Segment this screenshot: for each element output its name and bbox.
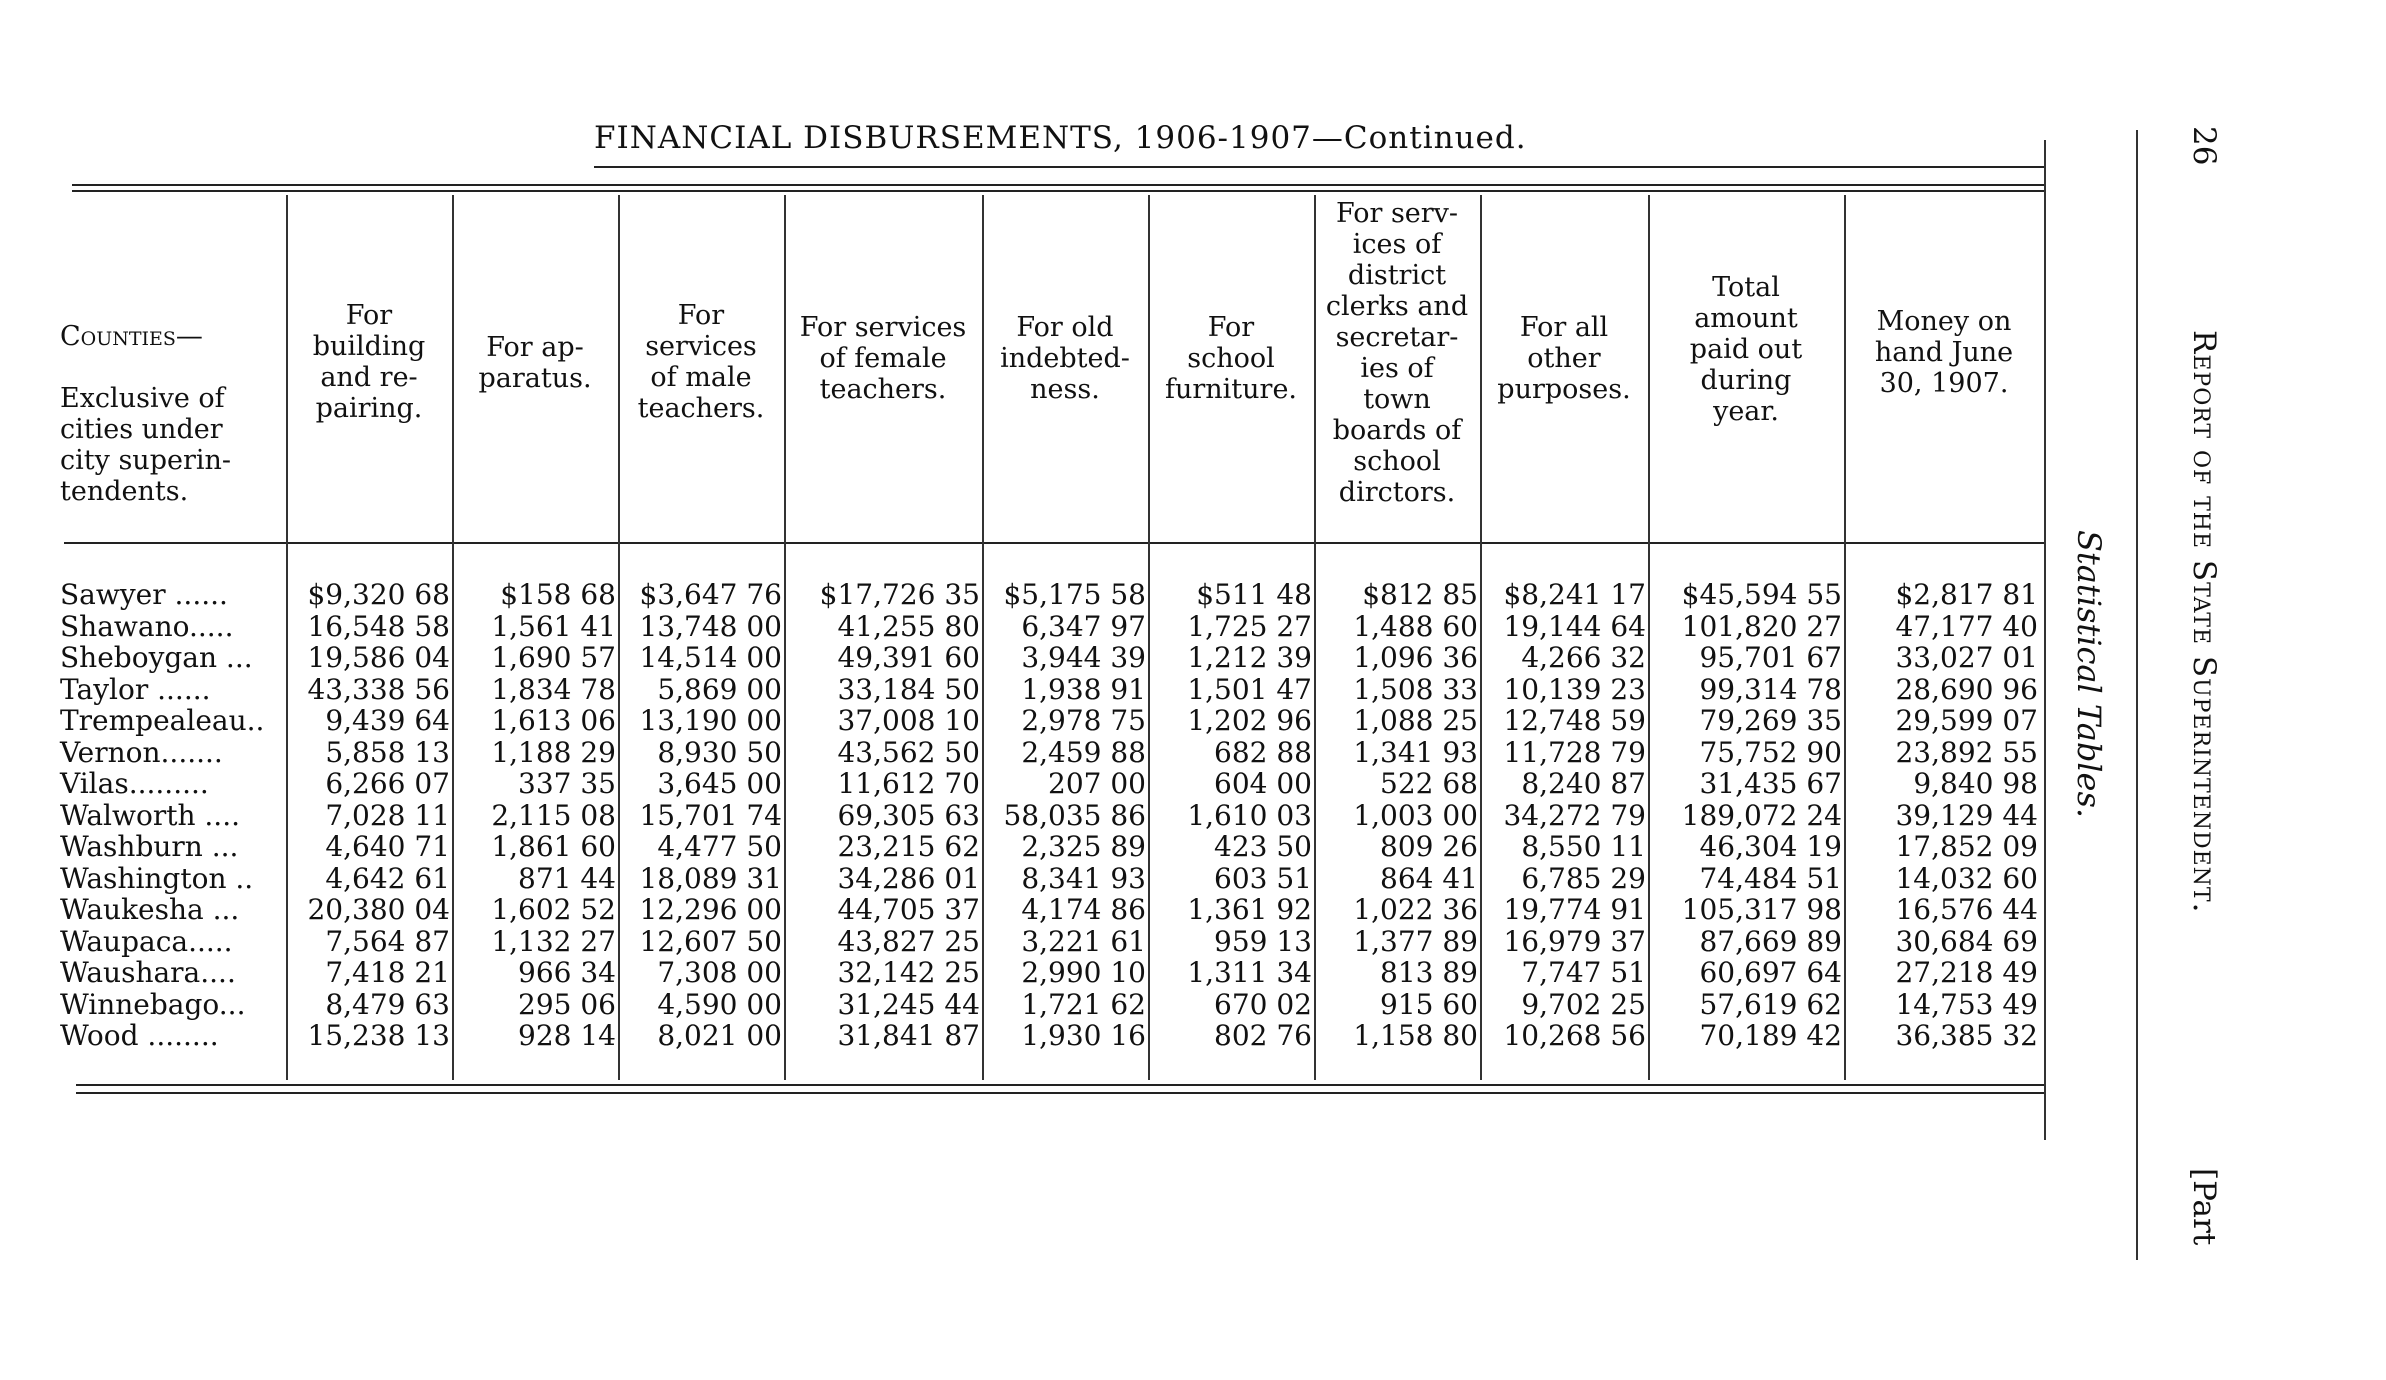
cell-old-debt: $5,175 58 — [1003, 578, 1146, 611]
cell-clerks: 813 89 — [1380, 956, 1478, 989]
cell-total: 70,189 42 — [1699, 1019, 1842, 1052]
cell-other: 10,139 23 — [1503, 672, 1646, 706]
cell-total: 87,669 89 — [1699, 924, 1842, 958]
cell-apparatus: 1,690 57 — [491, 641, 616, 674]
cell-apparatus: 1,834 78 — [491, 672, 616, 706]
county-name: Winnebago... — [60, 987, 246, 1021]
cell-apparatus: 1,132 27 — [491, 924, 616, 958]
county-name: Trempealeau.. — [60, 704, 265, 737]
cell-clerks: $812 85 — [1362, 578, 1478, 611]
cell-other: 7,747 51 — [1521, 956, 1646, 989]
section-label: Statistical Tables. — [2070, 530, 2108, 819]
header-total-paid: Total amount paid out during year. — [1689, 272, 1803, 427]
cell-old-debt: 2,325 89 — [1021, 830, 1146, 863]
cell-old-debt: 4,174 86 — [1021, 893, 1146, 926]
cell-furniture: 423 50 — [1214, 830, 1312, 863]
cell-furniture: 1,361 92 — [1187, 893, 1312, 926]
cell-female: 44,705 37 — [837, 893, 980, 926]
header-counties-lead: Counties— — [60, 321, 203, 352]
cell-female: $17,726 35 — [819, 578, 980, 611]
cell-female: 43,827 25 — [837, 924, 980, 958]
cell-other: 8,240 87 — [1521, 767, 1646, 800]
cell-male: 7,308 00 — [657, 956, 782, 989]
county-name: Wood ........ — [60, 1019, 219, 1052]
cell-apparatus: 337 35 — [518, 767, 616, 800]
cell-other: 6,785 29 — [1521, 861, 1646, 895]
part-mark: [Part — [2186, 1168, 2222, 1246]
cell-male: 3,645 00 — [657, 767, 782, 800]
header-school-furniture: For school furniture. — [1164, 312, 1298, 405]
cell-furniture: 1,610 03 — [1187, 798, 1312, 832]
county-name: Shawano..... — [60, 609, 234, 643]
cell-male: $3,647 76 — [639, 578, 782, 611]
county-name: Washburn ... — [60, 830, 239, 863]
cell-building: 7,028 11 — [325, 798, 450, 832]
cell-building: 8,479 63 — [325, 987, 450, 1021]
cell-male: 5,869 00 — [657, 672, 782, 706]
cell-furniture: $511 48 — [1196, 578, 1312, 611]
cell-other: 9,702 25 — [1521, 987, 1646, 1021]
cell-furniture: 604 00 — [1214, 767, 1312, 800]
header-female-teachers: For services of female teachers. — [799, 312, 967, 405]
cell-old-debt: 1,938 91 — [1021, 672, 1146, 706]
county-name: Waushara.... — [60, 956, 236, 989]
cell-building: 5,858 13 — [325, 735, 450, 769]
county-name: Washington .. — [60, 861, 254, 895]
cell-other: 8,550 11 — [1521, 830, 1646, 863]
cell-building: 43,338 56 — [307, 672, 450, 706]
running-head: Report of the State Superintendent. — [2186, 330, 2222, 914]
cell-total: $45,594 55 — [1681, 578, 1842, 611]
cell-male: 15,701 74 — [639, 798, 782, 832]
cell-furniture: 959 13 — [1214, 924, 1312, 958]
cell-building: 9,439 64 — [325, 704, 450, 737]
cell-old-debt: 6,347 97 — [1021, 609, 1146, 643]
cell-on-hand: 30,684 69 — [1895, 924, 2038, 958]
header-building: For building and re- pairing. — [312, 300, 426, 424]
cell-furniture: 802 76 — [1214, 1019, 1312, 1052]
cell-apparatus: 1,861 60 — [491, 830, 616, 863]
cell-clerks: 1,088 25 — [1353, 704, 1478, 737]
cell-female: 33,184 50 — [837, 672, 980, 706]
cell-male: 12,296 00 — [639, 893, 782, 926]
cell-total: 105,317 98 — [1681, 893, 1842, 926]
cell-building: 20,380 04 — [307, 893, 450, 926]
county-name: Waupaca..... — [60, 924, 233, 958]
cell-on-hand: 17,852 09 — [1895, 830, 2038, 863]
cell-furniture: 603 51 — [1214, 861, 1312, 895]
cell-other: 10,268 56 — [1503, 1019, 1646, 1052]
cell-other: 19,774 91 — [1503, 893, 1646, 926]
cell-apparatus: 1,613 06 — [491, 704, 616, 737]
cell-apparatus: 928 14 — [518, 1019, 616, 1052]
county-name: Taylor ...... — [60, 672, 211, 706]
cell-male: 8,930 50 — [657, 735, 782, 769]
cell-on-hand: 14,753 49 — [1895, 987, 2038, 1021]
cell-total: 189,072 24 — [1681, 798, 1842, 832]
cell-female: 49,391 60 — [837, 641, 980, 674]
cell-total: 75,752 90 — [1699, 735, 1842, 769]
margin-rule — [2136, 130, 2138, 1260]
cell-building: 16,548 58 — [307, 609, 450, 643]
cell-old-debt: 1,930 16 — [1021, 1019, 1146, 1052]
cell-clerks: 1,341 93 — [1353, 735, 1478, 769]
cell-building: 19,586 04 — [307, 641, 450, 674]
header-clerks-secretaries: For serv- ices of district clerks and secretar- ies of town boards of school dirctors. — [1325, 198, 1469, 508]
top-rule-2 — [72, 190, 2044, 192]
bottom-rule — [76, 1084, 2046, 1086]
cell-clerks: 915 60 — [1380, 987, 1478, 1021]
cell-female: 43,562 50 — [837, 735, 980, 769]
cell-clerks: 1,003 00 — [1353, 798, 1478, 832]
cell-apparatus: 966 34 — [518, 956, 616, 989]
cell-on-hand: 39,129 44 — [1895, 798, 2038, 832]
page-title: FINANCIAL DISBURSEMENTS, 1906-1907—Continued. — [594, 120, 1527, 156]
cell-old-debt: 58,035 86 — [1003, 798, 1146, 832]
cell-on-hand: 14,032 60 — [1895, 861, 2038, 895]
cell-male: 8,021 00 — [657, 1019, 782, 1052]
cell-clerks: 1,022 36 — [1353, 893, 1478, 926]
cell-on-hand: 33,027 01 — [1895, 641, 2038, 674]
cell-female: 31,245 44 — [837, 987, 980, 1021]
cell-on-hand: 28,690 96 — [1895, 672, 2038, 706]
cell-female: 37,008 10 — [837, 704, 980, 737]
cell-female: 11,612 70 — [837, 767, 980, 800]
county-name: Vilas......... — [60, 767, 209, 800]
cell-old-debt: 3,221 61 — [1021, 924, 1146, 958]
cell-furniture: 1,725 27 — [1187, 609, 1312, 643]
cell-other: $8,241 17 — [1503, 578, 1646, 611]
header-male-teachers: For services of male teachers. — [637, 300, 765, 424]
cell-old-debt: 2,990 10 — [1021, 956, 1146, 989]
page-number: 26 — [2186, 126, 2222, 166]
cell-male: 14,514 00 — [639, 641, 782, 674]
cell-male: 13,748 00 — [639, 609, 782, 643]
top-rule — [72, 184, 2044, 186]
cell-total: 57,619 62 — [1699, 987, 1842, 1021]
cell-clerks: 809 26 — [1380, 830, 1478, 863]
cell-clerks: 1,377 89 — [1353, 924, 1478, 958]
cell-building: 6,266 07 — [325, 767, 450, 800]
county-name: Sheboygan ... — [60, 641, 253, 674]
cell-other: 12,748 59 — [1503, 704, 1646, 737]
cell-apparatus: $158 68 — [500, 578, 616, 611]
cell-furniture: 682 88 — [1214, 735, 1312, 769]
county-name: Waukesha ... — [60, 893, 240, 926]
cell-on-hand: 23,892 55 — [1895, 735, 2038, 769]
cell-total: 31,435 67 — [1699, 767, 1842, 800]
cell-male: 12,607 50 — [639, 924, 782, 958]
cell-other: 4,266 32 — [1521, 641, 1646, 674]
cell-total: 99,314 78 — [1699, 672, 1842, 706]
header-money-on-hand: Money on hand June 30, 1907. — [1874, 306, 2014, 399]
cell-female: 31,841 87 — [837, 1019, 980, 1052]
cell-on-hand: 16,576 44 — [1895, 893, 2038, 926]
cell-old-debt: 2,978 75 — [1021, 704, 1146, 737]
cell-other: 34,272 79 — [1503, 798, 1646, 832]
cell-clerks: 864 41 — [1380, 861, 1478, 895]
cell-total: 101,820 27 — [1681, 609, 1842, 643]
header-old-indebtedness: For old indebted- ness. — [1000, 312, 1130, 405]
cell-on-hand: $2,817 81 — [1895, 578, 2038, 611]
cell-apparatus: 295 06 — [518, 987, 616, 1021]
cell-on-hand: 27,218 49 — [1895, 956, 2038, 989]
cell-building: 4,642 61 — [325, 861, 450, 895]
cell-other: 19,144 64 — [1503, 609, 1646, 643]
cell-on-hand: 29,599 07 — [1895, 704, 2038, 737]
cell-female: 69,305 63 — [837, 798, 980, 832]
cell-furniture: 1,202 96 — [1187, 704, 1312, 737]
header-counties — [60, 290, 280, 507]
cell-apparatus: 871 44 — [518, 861, 616, 895]
cell-on-hand: 47,177 40 — [1895, 609, 2038, 643]
cell-building: 7,564 87 — [325, 924, 450, 958]
cell-female: 41,255 80 — [837, 609, 980, 643]
header-other-purposes: For all other purposes. — [1497, 312, 1631, 405]
header-rule — [64, 542, 2044, 544]
cell-old-debt: 1,721 62 — [1021, 987, 1146, 1021]
cell-building: 7,418 21 — [325, 956, 450, 989]
cell-other: 16,979 37 — [1503, 924, 1646, 958]
cell-old-debt: 207 00 — [1048, 767, 1146, 800]
cell-male: 4,477 50 — [657, 830, 782, 863]
cell-apparatus: 1,561 41 — [491, 609, 616, 643]
col-divider — [452, 195, 454, 1080]
cell-total: 74,484 51 — [1699, 861, 1842, 895]
cell-clerks: 1,158 80 — [1353, 1019, 1478, 1052]
cell-total: 46,304 19 — [1699, 830, 1842, 863]
county-name: Sawyer ...... — [60, 578, 228, 611]
cell-apparatus: 2,115 08 — [491, 798, 616, 832]
cell-other: 11,728 79 — [1503, 735, 1646, 769]
cell-female: 23,215 62 — [837, 830, 980, 863]
cell-clerks: 1,508 33 — [1353, 672, 1478, 706]
cell-old-debt: 2,459 88 — [1021, 735, 1146, 769]
cell-clerks: 1,488 60 — [1353, 609, 1478, 643]
cell-clerks: 522 68 — [1380, 767, 1478, 800]
cell-furniture: 1,212 39 — [1187, 641, 1312, 674]
header-counties-desc: Exclusive of cities under city superin- tendents. — [60, 383, 232, 507]
cell-apparatus: 1,188 29 — [491, 735, 616, 769]
cell-total: 60,697 64 — [1699, 956, 1842, 989]
cell-furniture: 1,501 47 — [1187, 672, 1312, 706]
header-apparatus: For ap- paratus. — [478, 332, 592, 394]
cell-male: 13,190 00 — [639, 704, 782, 737]
table-right-border — [2044, 140, 2046, 1140]
cell-total: 79,269 35 — [1699, 704, 1842, 737]
cell-apparatus: 1,602 52 — [491, 893, 616, 926]
bottom-rule-2 — [76, 1092, 2046, 1094]
cell-building: $9,320 68 — [307, 578, 450, 611]
cell-female: 32,142 25 — [837, 956, 980, 989]
county-name: Vernon....... — [60, 735, 223, 769]
cell-furniture: 1,311 34 — [1187, 956, 1312, 989]
cell-building: 4,640 71 — [325, 830, 450, 863]
cell-total: 95,701 67 — [1699, 641, 1842, 674]
cell-on-hand: 36,385 32 — [1895, 1019, 2038, 1052]
title-rule — [594, 166, 2044, 168]
cell-on-hand: 9,840 98 — [1913, 767, 2038, 800]
cell-old-debt: 3,944 39 — [1021, 641, 1146, 674]
cell-male: 4,590 00 — [657, 987, 782, 1021]
cell-female: 34,286 01 — [837, 861, 980, 895]
cell-furniture: 670 02 — [1214, 987, 1312, 1021]
cell-building: 15,238 13 — [307, 1019, 450, 1052]
cell-clerks: 1,096 36 — [1353, 641, 1478, 674]
county-name: Walworth .... — [60, 798, 240, 832]
cell-male: 18,089 31 — [639, 861, 782, 895]
cell-old-debt: 8,341 93 — [1021, 861, 1146, 895]
